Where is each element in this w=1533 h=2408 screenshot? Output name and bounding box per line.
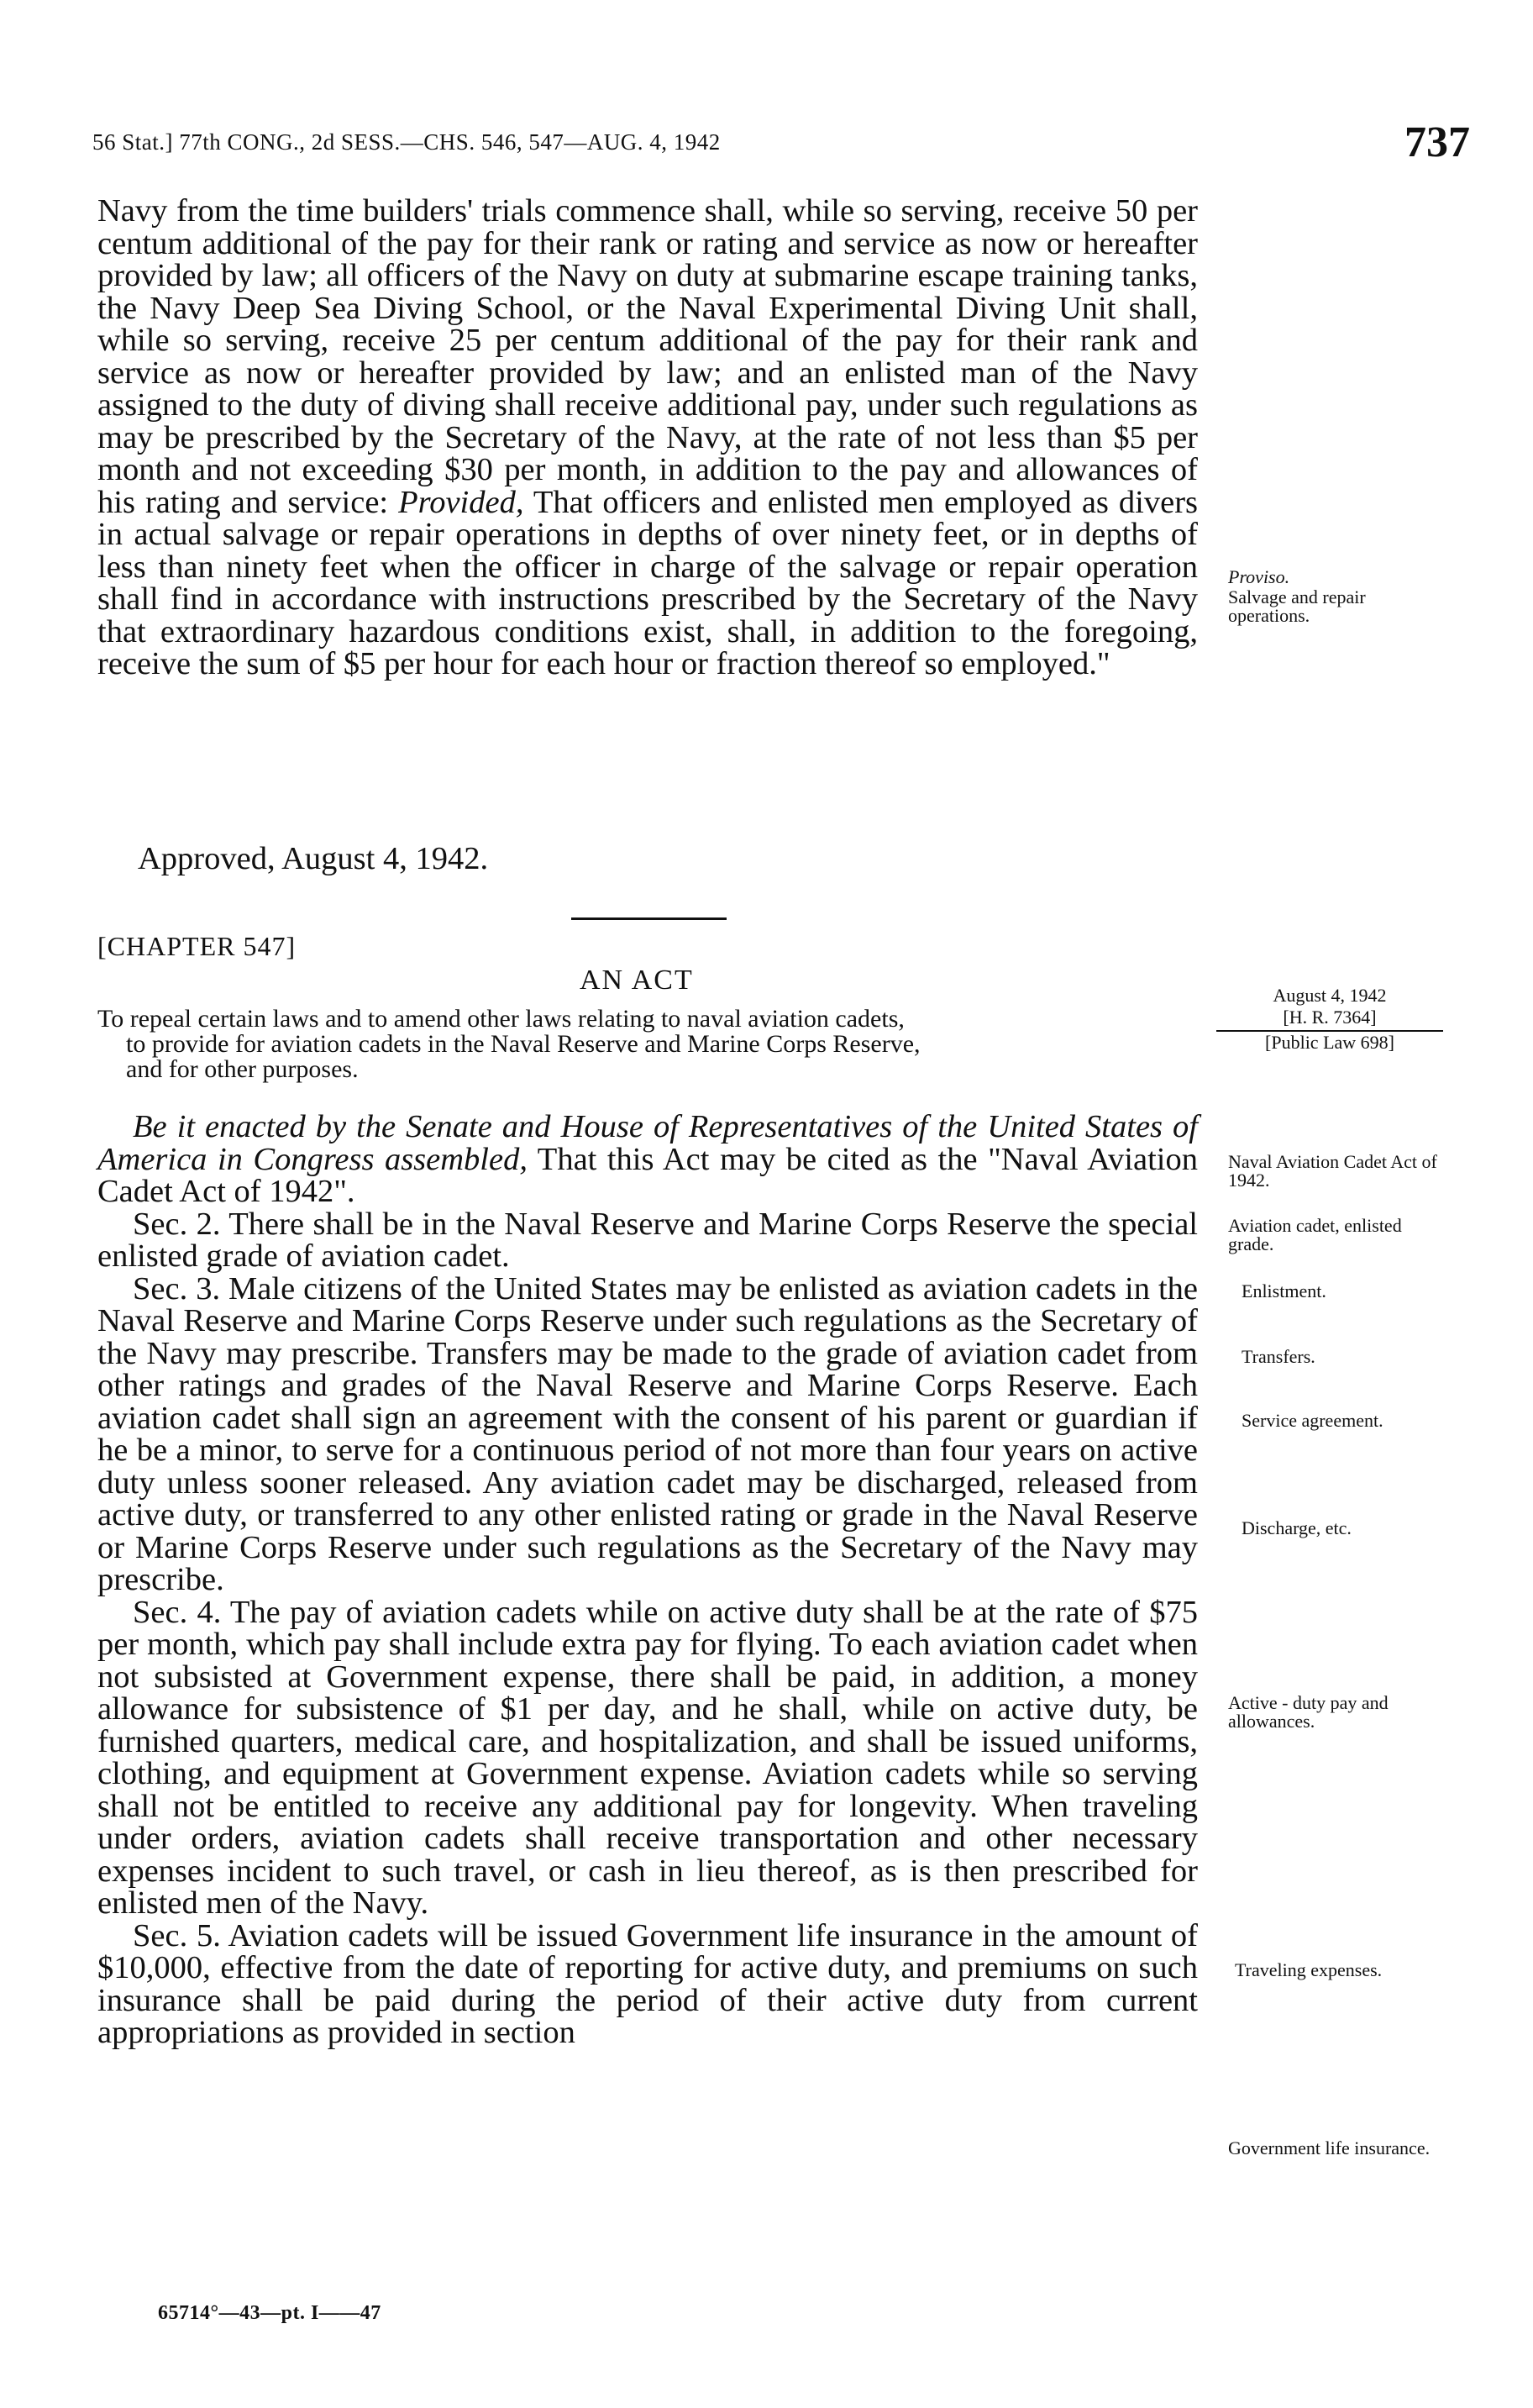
act-date: August 4, 1942 (1273, 985, 1387, 1006)
margin-note-naval-aviation: Naval Aviation Cadet Act of 1942. (1228, 1151, 1437, 1191)
margin-note-service-agreement: Service agreement. (1242, 1410, 1383, 1431)
act-body (97, 1111, 1198, 2049)
margin-note-discharge: Discharge, etc. (1242, 1517, 1352, 1538)
continued-paragraph-part2: That officers and enlisted men employed as divers in actual salvage or repair operations in depths of over ninety feet, or in depths of less than ninety feet when the officer in charge of the salvage or repair operation shall find in accordance with instructions prescribed by the Secretary of the Navy that extraordinary hazardous conditions exist, shall, in addition to the foregoing, receive the sum of $5 per hour for each hour or fraction thereof so employed." (97, 484, 1199, 681)
margin-note-active-duty-pay: Active - duty pay and allowances. (1228, 1692, 1389, 1732)
running-header (92, 118, 1470, 175)
margin-note-proviso: Proviso. (1228, 566, 1290, 587)
section-3: Sec. 3. Male citizens of the United States may be enlisted as aviation cadets in the Naval Reserve and Marine Corps Reserve under such regulations as the Secretary of the Navy may prescribe. Transfers may be made to the grade of aviation cadet from other ratings and grades of the Naval Reserve and Marine Corps Reserve. Each aviation cadet shall sign an agreement with the consent of his parent or guardian if he be a minor, to serve for a continuous period of not more than four years on active duty unless sooner released. Any aviation cadet may be discharged, released from active duty, or transferred to any other enlisted rating or grade in the Naval Reserve or Marine Corps Reserve under such regulations as the Secretary of the Navy may prescribe. (97, 1270, 1198, 1597)
enacting-clause-italic: Be it enacted by the Senate and House of Representatives of the United States of America in Congress assembled, (97, 1109, 1198, 1177)
act-description-line3: and for other purposes. (126, 1055, 359, 1083)
page-footer: 65714°—43—pt. I——47 (158, 2302, 381, 2324)
margin-note-salvage: Salvage and repair operations. (1228, 586, 1366, 626)
enacting-clause (97, 1111, 1198, 1208)
continued-paragraph-part1: Navy from the time builders' trials commence shall, while so serving, receive 50 per centum additional of the pay for their rank or rating and service as now or hereafter provided by law; all officers of the Navy on duty at submarine escape training tanks, the Navy Deep Sea Diving School, or the Naval Experimental Diving Unit shall, while so serving, receive 25 per centum additional of the pay for their rank and service as now or hereafter provided by law; and an enlisted man of the Navy assigned to the duty of diving shall receive additional pay, under such regulations as may be prescribed by the Secretary of the Navy, at the rate of not less than $5 per month and not exceeding $30 per month, in addition to the pay and allowances of his rating and service: (97, 193, 1198, 520)
section-5: Sec. 5. Aviation cadets will be issued Government life insurance in the amount of $10,000, effective from the date of reporting for active duty, and premiums on such insurance shall be paid during the period of their active duty from current appropriations as provided in section (97, 1917, 1198, 2050)
margin-note-insurance: Government life insurance. (1228, 2137, 1431, 2158)
section-2: Sec. 2. There shall be in the Naval Reserve and Marine Corps Reserve the special enlisted grade of aviation cadet. (97, 1206, 1198, 1274)
margin-note-aviation-cadet: Aviation cadet, enlisted grade. (1228, 1215, 1402, 1254)
public-law-number: [Public Law 698] (1216, 1030, 1443, 1054)
header-citation: 56 Stat.] 77th CONG., 2d SESS.—CHS. 546, 547—AUG. 4, 1942 (92, 129, 721, 155)
approval-line: Approved, August 4, 1942. (138, 841, 489, 876)
proviso-word: Provided, (398, 484, 524, 520)
act-description (97, 1007, 1198, 1082)
section-4: Sec. 4. The pay of aviation cadets while on active duty shall be at the rate of $75 per month, which pay shall include extra pay for flying. To each aviation cadet when not subsisted at Government expense, there shall be paid, in addition, a money allowance for subsistence of $1 per day, and he shall, while on active duty, be furnished quarters, medical care, and hospitalization, and shall be issued uniforms, clothing, and equipment at Government expense. Aviation cadets while so serving shall not be entitled to receive any additional pay for longevity. When traveling under orders, aviation cadets shall receive transportation and other necessary expenses incident to such travel, or cash in lieu thereof, as is then prescribed for enlisted men of the Navy. (97, 1594, 1198, 1921)
continued-section-text (97, 195, 1198, 681)
chapter-label: [CHAPTER 547] (97, 931, 297, 961)
section-divider (571, 917, 727, 920)
act-description-line2: to provide for aviation cadets in the Naval Reserve and Marine Corps Reserve, (126, 1030, 921, 1058)
act-title: AN ACT (580, 965, 694, 996)
bill-number: [H. R. 7364] (1283, 1007, 1377, 1028)
margin-note-traveling: Traveling expenses. (1235, 1959, 1383, 1980)
margin-note-transfers: Transfers. (1242, 1346, 1315, 1367)
act-description-line1: To repeal certain laws and to amend other laws relating to naval aviation cadets, (97, 1005, 905, 1033)
page-number: 737 (1404, 118, 1470, 166)
enacting-clause-rest: That this Act may be cited as the "Naval Aviation Cadet Act of 1942". (97, 1141, 1198, 1209)
act-metadata (1216, 985, 1443, 1054)
margin-note-enlistment: Enlistment. (1242, 1280, 1326, 1301)
